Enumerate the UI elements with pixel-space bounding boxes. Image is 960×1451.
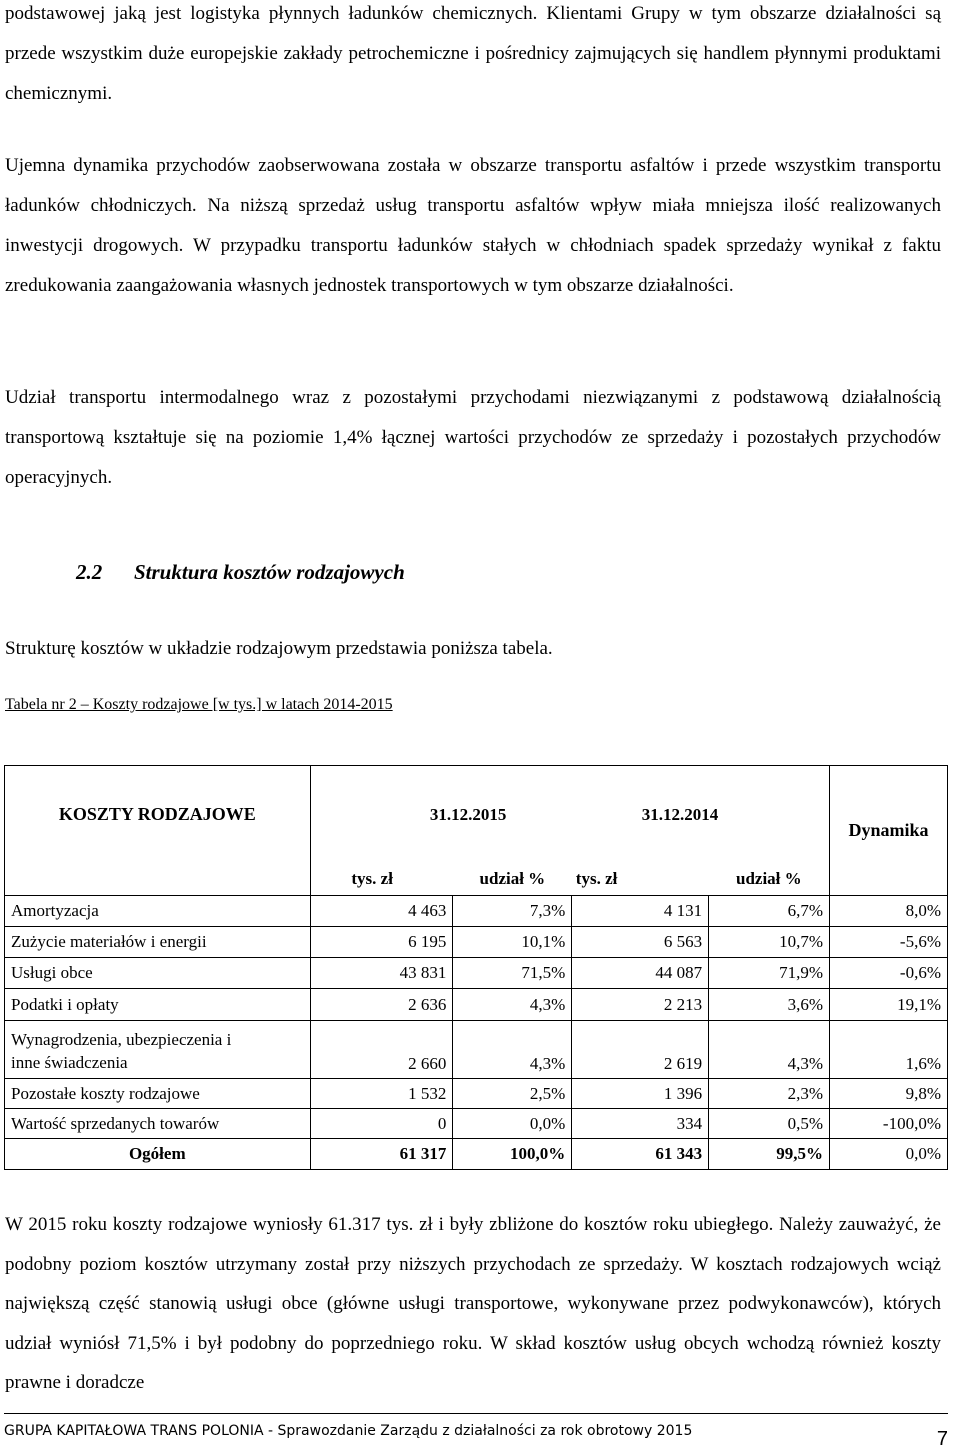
cell-value-2014: 2 213 [572, 989, 709, 1021]
cell-value-2015: 2 636 [310, 989, 453, 1021]
subheader-share-2014: udział % [709, 864, 830, 896]
cell-share-2014: 3,6% [709, 989, 830, 1021]
header-label: KOSZTY RODZAJOWE [5, 766, 311, 864]
row-label: Pozostałe koszty rodzajowe [5, 1079, 311, 1109]
header-dynamics: Dynamika [830, 766, 948, 896]
subheader-unit-2015: tys. zł [310, 864, 453, 896]
costs-table [4, 765, 948, 1170]
cell-value-2014: 44 087 [572, 958, 709, 989]
header-year-2015: 31.12.2015 [310, 766, 572, 864]
row-label [5, 1021, 311, 1079]
row-label: Zużycie materiałów i energii [5, 927, 311, 958]
cell-share-2015: 0,0% [453, 1109, 572, 1139]
cell-value-2015: 2 660 [310, 1021, 453, 1079]
table-subheader-row [5, 864, 948, 896]
cell-value-2014: 4 131 [572, 896, 709, 927]
cell-dynamics: 9,8% [830, 1079, 948, 1109]
page-number: 7 [936, 1428, 948, 1450]
total-share-2015: 100,0% [453, 1139, 572, 1170]
cell-share-2014: 0,5% [709, 1109, 830, 1139]
cell-value-2015: 43 831 [310, 958, 453, 989]
total-dynamics: 0,0% [830, 1139, 948, 1170]
section-number: 2.2 [76, 560, 103, 584]
cell-share-2015: 2,5% [453, 1079, 572, 1109]
paragraph-intermodal: Udział transportu intermodalnego wraz z pozostałymi przychodami niezwiązanymi z podstawową działalnością transportową kształtuje się na poziomie 1,4% łącznej wartości przychodów ze sprzedaży i pozostałych przychodów operacyjnych. [5, 387, 941, 488]
cell-share-2015: 10,1% [453, 927, 572, 958]
cell-dynamics: -0,6% [830, 958, 948, 989]
table-row [5, 1021, 948, 1079]
cell-share-2015: 71,5% [453, 958, 572, 989]
total-label: Ogółem [5, 1139, 311, 1170]
subheader-share-2015: udział % [453, 864, 572, 896]
footer-text: GRUPA KAPITAŁOWA TRANS POLONIA - Sprawozdanie Zarządu z działalności za rok obrotowy 2015 [4, 1423, 693, 1439]
cell-value-2014: 1 396 [572, 1079, 709, 1109]
cell-share-2014: 71,9% [709, 958, 830, 989]
table-caption: Tabela nr 2 – Koszty rodzajowe [w tys.] w latach 2014-2015 [5, 696, 393, 713]
row-label-line2: inne świadczenia [11, 1052, 128, 1072]
row-label-line1: Wynagrodzenia, ubezpieczenia i [11, 1029, 232, 1049]
table-header-row [5, 766, 948, 864]
paragraph-negative-dynamics: Ujemna dynamika przychodów zaobserwowana została w obszarze transportu asfaltów i przede wszystkim transportu ładunków chłodniczych. Na niższą sprzedaż usług transportu asfaltów wpływ miała mniejsza ilość realizowanych inwestycji drogowych. W przypadku transportu ładunków stałych w chłodniach spadek sprzedaży wynikał z faktu zredukowania zaangażowania własnych jednostek transportowych w tym obszarze działalności. [5, 155, 941, 296]
table-row [5, 896, 948, 927]
total-value-2014: 61 343 [572, 1139, 709, 1170]
cell-dynamics: -5,6% [830, 927, 948, 958]
cell-share-2015: 4,3% [453, 1021, 572, 1079]
section-title: Struktura kosztów rodzajowych [134, 560, 405, 584]
table-row [5, 958, 948, 989]
cell-value-2014: 6 563 [572, 927, 709, 958]
table-intro: Strukturę kosztów w układzie rodzajowym przedstawia poniższa tabela. [5, 638, 553, 659]
section-heading [76, 560, 405, 585]
table-row [5, 989, 948, 1021]
table-row [5, 927, 948, 958]
cell-value-2014: 334 [572, 1109, 709, 1139]
paragraph-logistics: podstawowej jaką jest logistyka płynnych ładunków chemicznych. Klientami Grupy w tym obszarze działalności są przede wszystkim duże europejskie zakłady petrochemiczne i pośrednicy zajmujących się handlem płynnymi produktami chemicznymi. [5, 3, 941, 104]
cell-share-2015: 7,3% [453, 896, 572, 927]
cell-value-2015: 0 [310, 1109, 453, 1139]
table-total-row [5, 1139, 948, 1170]
table-row [5, 1079, 948, 1109]
cell-dynamics: 19,1% [830, 989, 948, 1021]
table-row [5, 1109, 948, 1139]
cell-share-2014: 10,7% [709, 927, 830, 958]
paragraph-cost-summary: W 2015 roku koszty rodzajowe wyniosły 61.317 tys. zł i były zbliżone do kosztów roku ubiegłego. Należy zauważyć, że podobny poziom kosztów utrzymany został przy niższych przychodach ze sprzedaży. W kosztach rodzajowych wciąż największą część stanowią usługi obce (główne usługi transportowe, wykonywane przez podwykonawców), których udział wyniósł 71,5% i był podobny do poprzedniego roku. W skład kosztów usług obcych wchodzą również koszty prawne i doradcze [5, 1214, 941, 1393]
total-share-2014: 99,5% [709, 1139, 830, 1170]
cell-share-2014: 4,3% [709, 1021, 830, 1079]
cell-share-2014: 2,3% [709, 1079, 830, 1109]
cell-value-2015: 6 195 [310, 927, 453, 958]
cell-dynamics: -100,0% [830, 1109, 948, 1139]
row-label: Usługi obce [5, 958, 311, 989]
row-label: Wartość sprzedanych towarów [5, 1109, 311, 1139]
page-footer [4, 1413, 948, 1450]
cell-dynamics: 1,6% [830, 1021, 948, 1079]
total-value-2015: 61 317 [310, 1139, 453, 1170]
subheader-unit-2014: tys. zł [572, 864, 709, 896]
cell-value-2014: 2 619 [572, 1021, 709, 1079]
subheader-blank [5, 864, 311, 896]
cell-share-2014: 6,7% [709, 896, 830, 927]
cell-dynamics: 8,0% [830, 896, 948, 927]
cell-share-2015: 4,3% [453, 989, 572, 1021]
header-year-2014: 31.12.2014 [572, 766, 830, 864]
cell-value-2015: 1 532 [310, 1079, 453, 1109]
row-label: Podatki i opłaty [5, 989, 311, 1021]
cell-value-2015: 4 463 [310, 896, 453, 927]
row-label: Amortyzacja [5, 896, 311, 927]
